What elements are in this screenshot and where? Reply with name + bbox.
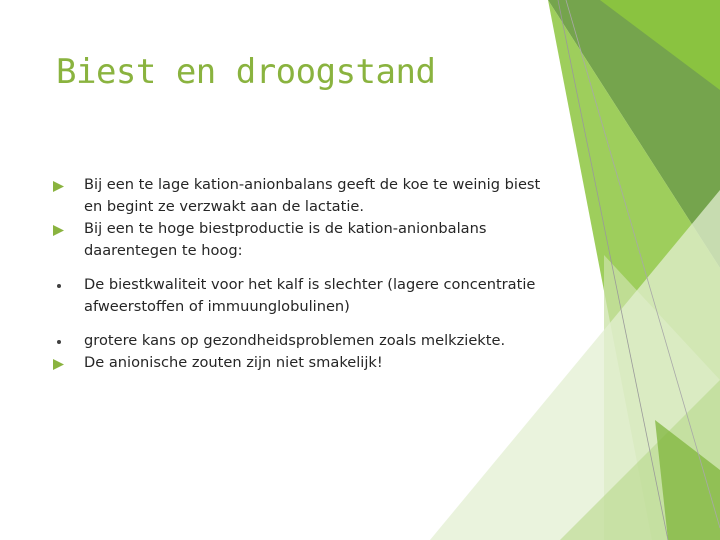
triangle-arrow-icon xyxy=(53,225,64,236)
dot-icon xyxy=(57,340,61,344)
bullet-text: De biestkwaliteit voor het kalf is slechter (lagere concentratie afweerstoffen of immuunglobulinen) xyxy=(84,276,536,315)
triangle-arrow-icon xyxy=(53,181,64,192)
bullet-list xyxy=(50,174,550,374)
bullet-item xyxy=(50,352,550,374)
bullet-text: Bij een te hoge biestproductie is de kation-anionbalans daarentegen te hoog: xyxy=(84,220,487,259)
bullet-item xyxy=(50,218,550,262)
slide-title: Biest en droogstand xyxy=(56,52,436,92)
dot-icon xyxy=(57,284,61,288)
triangle-arrow-icon xyxy=(53,359,64,370)
bullet-text: De anionische zouten zijn niet smakelijk! xyxy=(84,354,383,371)
sub-bullet-item xyxy=(50,330,550,352)
bullet-text: grotere kans op gezondheidsproblemen zoals melkziekte. xyxy=(84,332,506,349)
bullet-text: Bij een te lage kation-anionbalans geeft de koe te weinig biest en begint ze verzwakt aan de lactatie. xyxy=(84,176,541,215)
sub-bullet-item xyxy=(50,274,550,318)
bullet-item xyxy=(50,174,550,218)
